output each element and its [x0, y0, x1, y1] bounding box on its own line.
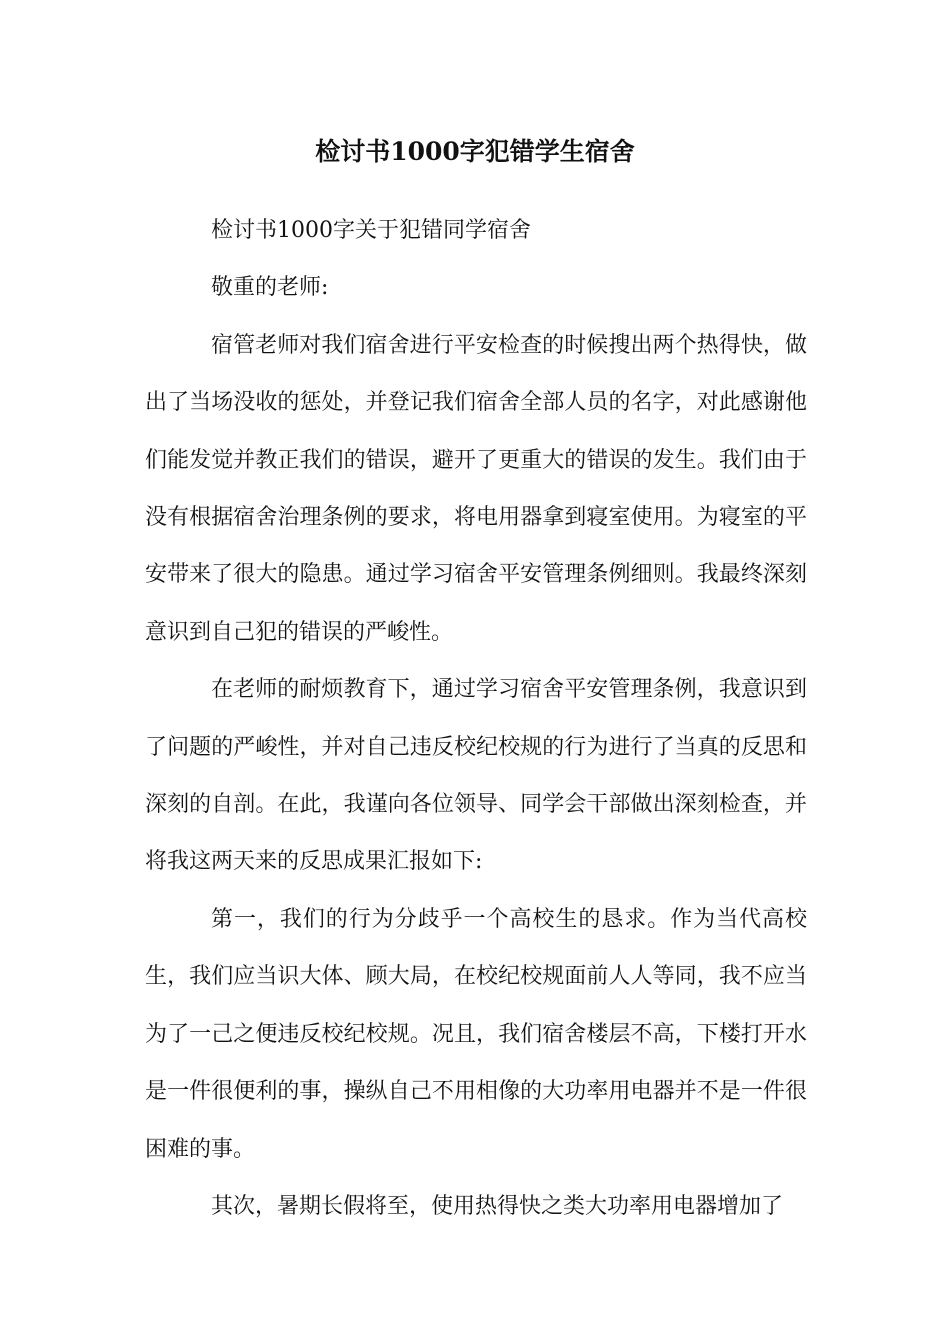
paragraph: 其次，暑期长假将至，使用热得快之类大功率用电器增加了 [211, 1193, 784, 1219]
document-body [145, 202, 807, 1235]
paragraph-salutation: 敬重的老师: [211, 275, 329, 301]
paragraph: 第一，我们的行为分歧乎一个高校生的恳求。作为当代高校生，我们应当识大体、顾大局，在校纪校规面前人人等同，我不应当为了一己之便违反校纪校规。况且，我们宿舍楼层不高，下楼打开水是一件很便利的事，操纵自己不用相像的大功率用电器并不是一件很困难的事。 [145, 906, 807, 1162]
paragraph: 宿管老师对我们宿舍进行平安检查的时候搜出两个热得快，做出了当场没收的惩处，并登记我们宿舍全部人员的名字，对此感谢他们能发觉并教正我们的错误，避开了更重大的错误的发生。我们由于没有根据宿舍治理条例的要求，将电用器拿到寝室使用。为寝室的平安带来了很大的隐患。通过学习宿舍平安管理条例细则。我最终深刻意识到自己犯的错误的严峻性。 [145, 332, 807, 645]
paragraph: 在老师的耐烦教育下，通过学习宿舍平安管理条例，我意识到了问题的严峻性，并对自己违反校纪校规的行为进行了当真的反思和深刻的自剖。在此，我谨向各位领导、同学会干部做出深刻检查，并将我这两天来的反思成果汇报如下: [145, 677, 807, 875]
document-title: 检讨书1000字犯错学生宿舍 [315, 137, 635, 166]
paragraph-subtitle: 检讨书1000字关于犯错同学宿舍 [211, 218, 531, 243]
